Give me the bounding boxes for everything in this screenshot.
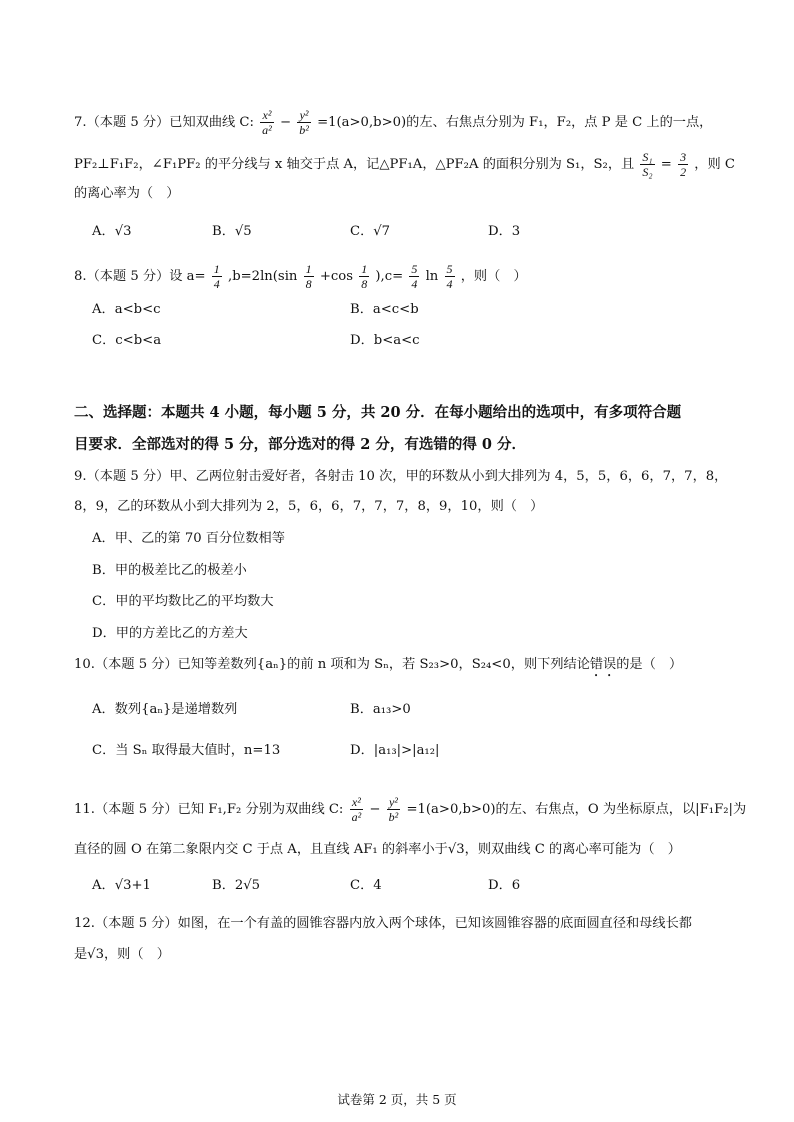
q11-line1 [74, 795, 746, 824]
q9-option-c: C．甲的平均数比乙的平均数大 [92, 594, 274, 609]
q10-line1-pre: 10.（本题 5 分）已知等差数列{aₙ}的前 n 项和为 Sₙ，若 S₂₃>0，S₂₄<0，则下列结论 [74, 657, 590, 672]
q7-option-b: B．√5 [212, 224, 252, 239]
q11-fraction-y2-b2: $\frac{\text{y²}}{\text{b²}}$ [388, 795, 399, 824]
q10-line1 [74, 655, 682, 680]
q9-option-b: B．甲的极差比乙的极差小 [92, 563, 247, 578]
q10-line1-post: 的是（ ） [616, 657, 683, 672]
q8-option-d: D．b<a<c [350, 333, 420, 348]
q10-emphasis-wrong: 错误 [589, 657, 617, 672]
q12-line1: 12.（本题 5 分）如图，在一个有盖的圆锥容器内放入两个球体，已知该圆锥容器的底面圆直径和母线长都 [74, 916, 692, 931]
q8-line1-post: ，则（ ） [460, 269, 527, 284]
q8-line1-pre: 8.（本题 5 分）设 a= [74, 269, 206, 284]
q7-line2-pre: PF₂⊥F₁F₂，∠F₁PF₂ 的平分线与 x 轴交于点 A，记△PF₁A，△PF₂A 的面积分别为 S₁，S₂，且 [74, 157, 635, 172]
q11-option-b: B．2√5 [212, 878, 261, 893]
q7-line1 [74, 108, 712, 137]
q7-option-c: C．√7 [350, 224, 391, 239]
section2-heading-line2: 目要求．全部选对的得 5 分，部分选对的得 2 分，有选错的得 0 分． [74, 436, 527, 453]
q11-option-d: D．6 [488, 878, 521, 893]
q8-mid3: ),c= [375, 269, 404, 284]
q11-option-a: A．√3+1 [92, 878, 151, 893]
q8-option-c: C．c<b<a [92, 333, 162, 348]
q9-option-d: D．甲的方差比乙的方差大 [92, 626, 248, 641]
q10-option-a: A．数列{aₙ}是递增数列 [92, 702, 238, 717]
q11-option-c: C．4 [350, 878, 382, 893]
q10-option-d: D．|a₁₃|>|a₁₂| [350, 743, 440, 758]
q7-line2-post: ，则 C [694, 157, 735, 172]
q8-fraction-ln: $\frac{5}{4}$ [446, 262, 453, 291]
q8-fraction-a: $\frac{1}{4}$ [213, 262, 220, 291]
q7-line3: 的离心率为（ ） [74, 186, 180, 201]
q9-option-a: A．甲、乙的第 70 百分位数相等 [92, 531, 285, 546]
q8-fraction-c: $\frac{5}{4}$ [411, 262, 418, 291]
q8-option-b: B．a<c<b [350, 302, 419, 317]
q7-line2 [74, 150, 735, 179]
q11-minus: − [369, 802, 381, 817]
q7-minus: − [279, 115, 292, 130]
q7-line1-pre: 7.（本题 5 分）已知双曲线 C: [74, 115, 254, 130]
q8-mid4: ln [425, 269, 439, 284]
q9-line2: 8，9，乙的环数从小到大排列为 2，5，6，6，7，7，7，8，9，10，则（ ） [74, 499, 544, 514]
q8-mid1: ,b=2ln(sin [228, 269, 298, 284]
q7-fraction-y2-b2: $\frac{\text{y²}}{\text{b²}}$ [299, 108, 309, 137]
q11-line1-pre: 11.（本题 5 分）已知 F₁,F₂ 分别为双曲线 C: [74, 802, 344, 817]
q11-line2: 直径的圆 O 在第二象限内交 C 于点 A，且直线 AF₁ 的斜率小于√3，则双曲线 C 的离心率可能为（ ） [74, 842, 681, 857]
q8-fraction-cos: $\frac{1}{8}$ [361, 262, 368, 291]
q10-option-b: B．a₁₃>0 [350, 702, 411, 717]
q9-line1: 9.（本题 5 分）甲、乙两位射击爱好者，各射击 10 次，甲的环数从小到大排列为 4，5，5，6，6，7，7，8， [74, 469, 728, 484]
q10-option-c: C．当 Sₙ 取得最大值时，n=13 [92, 743, 281, 758]
q8-mid2: +cos [319, 269, 353, 284]
section2-heading-line1: 二、选择题：本题共 4 小题，每小题 5 分，共 20 分．在每小题给出的选项中，有多项符合题 [74, 404, 682, 421]
q8-option-a: A．a<b<c [92, 302, 161, 317]
q8-line1 [74, 262, 527, 291]
q7-equals: = [660, 157, 672, 172]
q11-line1-post: =1(a>0,b>0)的左、右焦点，O 为坐标原点，以|F₁F₂|为 [406, 802, 747, 817]
q11-fraction-x2-a2: $\frac{\text{x²}}{\text{a²}}$ [351, 795, 362, 824]
q7-option-d: D．3 [488, 224, 521, 239]
q7-option-a: A．√3 [92, 224, 132, 239]
q7-fraction-3-2: $\frac{3}{2}$ [680, 150, 687, 179]
q7-fraction-s1-s2: $\frac{\text{S₁}}{\text{S₂}}$ [642, 150, 653, 179]
q7-fraction-x2-a2: $\frac{\text{x²}}{\text{a²}}$ [262, 108, 272, 137]
q12-line2: 是√3，则（ ） [74, 947, 170, 962]
q8-fraction-sin: $\frac{1}{8}$ [305, 262, 312, 291]
page-footer: 试卷第 2 页，共 5 页 [337, 1092, 457, 1107]
q7-line1-post: =1(a>0,b>0)的左、右焦点分别为 F₁，F₂，点 P 是 C 上的一点， [317, 115, 713, 130]
